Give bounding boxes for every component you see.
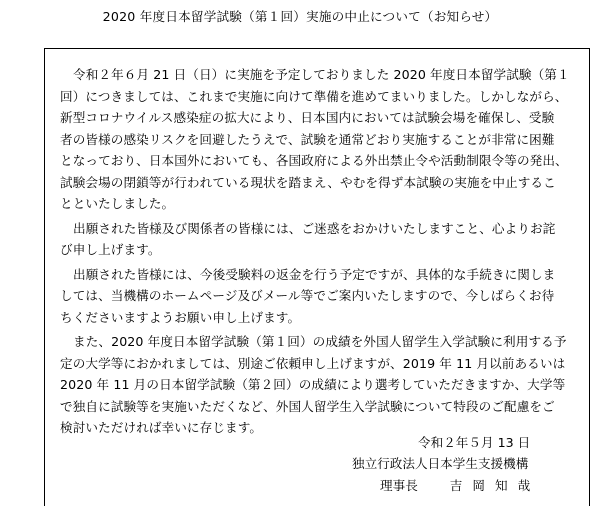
text-line: び申し上げます。 [60,242,161,257]
paragraph-1 [60,64,580,215]
text-line: ちくださいますようお願い申し上げます。 [60,309,301,325]
text-line: 出願された皆様には、今後受験料の返金を行う予定ですが、具体的な手続きに関しま [73,266,556,282]
text-line: 令和２年６月 21 日（日）に実施を予定しておりました 2020 年度日本留学試験（第１ [73,67,570,82]
text-line: 回）につきましては、これまで実施に向けて準備を進めてまいりました。しかしながら、 [60,88,568,104]
text-line: 者の皆様の感染リスクを回避したうえで、試験を通常どおり実施することが非常に困難 [60,131,555,147]
paragraph-4 [60,331,580,439]
text-line: とといたしました。 [60,196,175,211]
signature-date: 令和２年５月 13 日 [418,435,531,450]
paragraph-2 [60,218,580,261]
text-line: 出願された皆様及び関係者の皆様には、ご迷惑をおかけいたしますこと、心よりお詫 [73,220,556,236]
text-line: 試験会場の閉鎖等が行われている現状を踏まえ、やむを得ず本試験の実施を中止するこ [60,174,556,190]
text-line: となっており、日本国外においても、各国政府による外出禁止令や活動制限令等の発出、 [60,153,568,168]
signature-name: 吉岡知哉 [449,478,541,493]
text-line: で独自に試験等を実施いただくなど、外国人留学生入学試験について特段のご配慮をご [60,398,555,414]
text-line: 定の大学等におかれましては、別途ご依頼申し上げますが、2019 年 11 月以前あるいは [60,355,566,371]
text-line: 新型コロナウイルス感染症の拡大により、日本国内においては試験会場を確保し、受験 [60,110,555,125]
text-line: また、2020 年度日本留学試験（第１回）の成績を外国人留学生入学試験に利用する予 [73,334,567,349]
text-line: 2020 年 11 月の日本留学試験（第２回）の成績により選考していただきますか、大学等 [60,377,566,392]
signature-person [380,475,540,496]
paragraph-3 [60,264,580,329]
text-line: しては、当機構のホームページ及びメール等でご案内いたしますので、今しばらくお待 [60,288,555,303]
document-body [60,64,580,439]
signature-role: 理事長 [380,478,418,493]
document-title: 2020 年度日本留学試験（第１回）実施の中止について（お知らせ） [102,9,498,24]
text-line: 検討いただければ幸いに存じます。 [60,420,263,435]
signature-organization: 独立行政法人日本学生支援機構 [352,456,529,471]
